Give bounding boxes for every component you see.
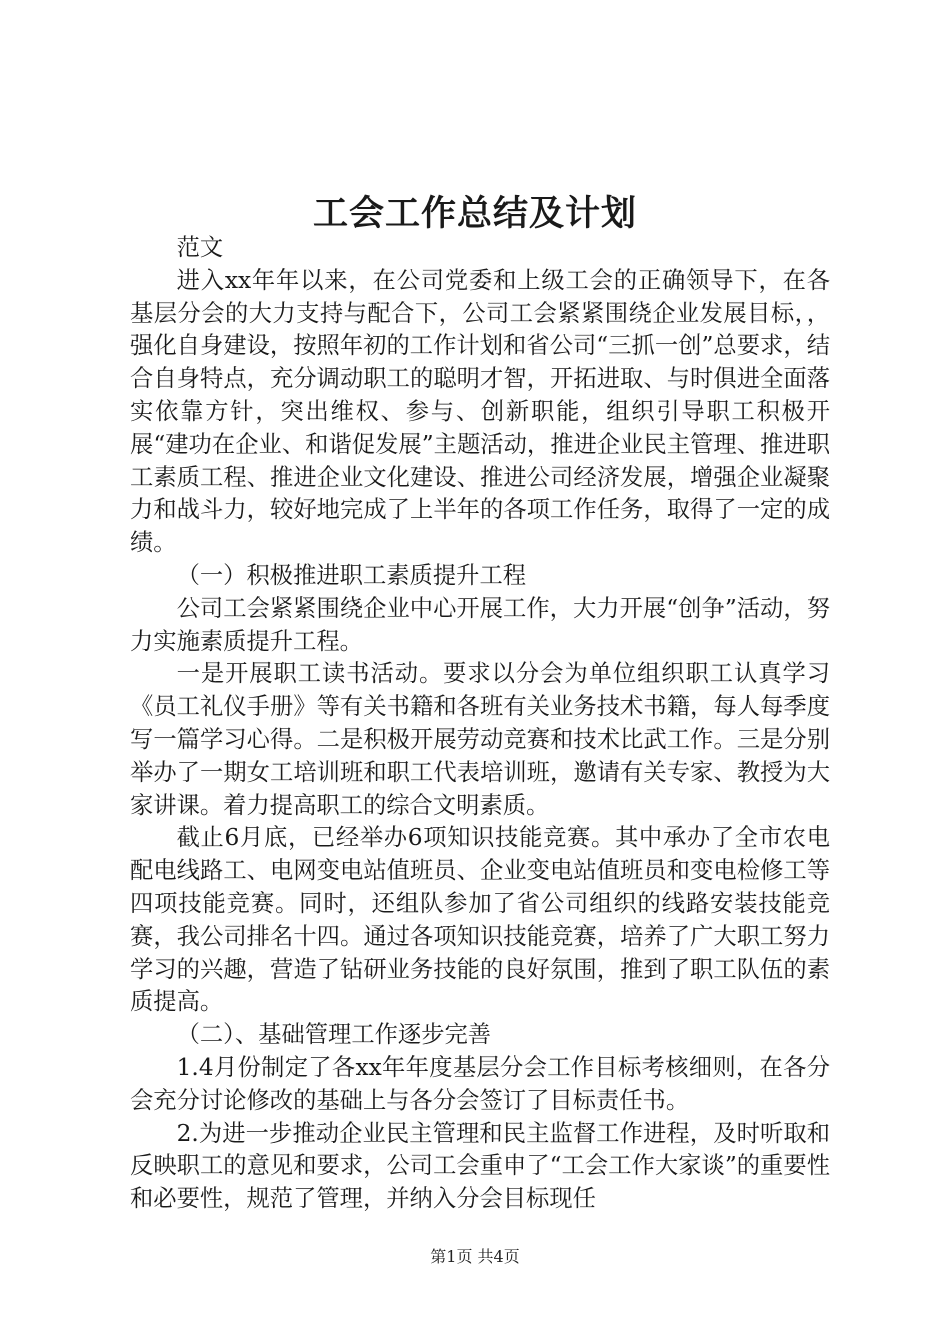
paragraph: 1.4月份制定了各xx年年度基层分会工作目标考核细则，在各分会充分讨论修改的基础上与各分会签订了目标责任书。 bbox=[130, 1053, 830, 1114]
page-number: 第1页 共4页 bbox=[430, 1247, 520, 1266]
paragraph: 一是开展职工读书活动。要求以分会为单位组织职工认真学习《员工礼仪手册》等有关书籍和各班有关业务技术书籍，每人每季度写一篇学习心得。二是积极开展劳动竞赛和技术比武工作。三是分别举办了一期女工培训班和职工代表培训班，邀请有关专家、教授为大家讲课。着力提高职工的综合文明素质。 bbox=[130, 660, 830, 819]
paragraph-intro: 进入xx年年以来，在公司党委和上级工会的正确领导下，在各基层分会的大力支持与配合下，公司工会紧紧围绕企业发展目标，，强化自身建设，按照年初的工作计划和省公司“三抓一创”总要求，结合自身特点，充分调动职工的聪明才智，开拓进取、与时俱进全面落实依靠方针，突出维权、参与、创新职能，组织引导职工积极开展“建功在企业、和谐促发展”主题活动，推进企业民主管理、推进职工素质工程、推进企业文化建设、推进公司经济发展，增强企业凝聚力和战斗力，较好地完成了上半年的各项工作任务，取得了一定的成绩。 bbox=[130, 266, 830, 557]
section-heading-1: （一）积极推进职工素质提升工程 bbox=[176, 561, 527, 589]
paragraph: 截止6月底，已经举办6项知识技能竞赛。其中承办了全市农电配电线路工、电网变电站值班员、企业变电站值班员和变电检修工等四项技能竞赛。同时，还组队参加了省公司组织的线路安装技能竞赛，我公司排名十四。通过各项知识技能竞赛，培养了广大职工努力学习的兴趣，营造了钻研业务技能的良好氛围，推到了职工队伍的素质提高。 bbox=[130, 824, 830, 1016]
section-heading-2: （二）、基础管理工作逐步完善 bbox=[176, 1021, 492, 1049]
paragraph-label: 范文 bbox=[176, 234, 224, 261]
paragraph: 2.为进一步推动企业民主管理和民主监督工作进程，及时听取和反映职工的意见和要求，公司工会重申了“工会工作大家谈”的重要性和必要性，规范了管理，并纳入分会目标现任 bbox=[130, 1119, 830, 1213]
document-title: 工会工作总结及计划 bbox=[312, 193, 637, 234]
paragraph: 公司工会紧紧围绕企业中心开展工作，大力开展“创争”活动，努力实施素质提升工程。 bbox=[130, 594, 830, 655]
document-body bbox=[130, 232, 830, 1216]
